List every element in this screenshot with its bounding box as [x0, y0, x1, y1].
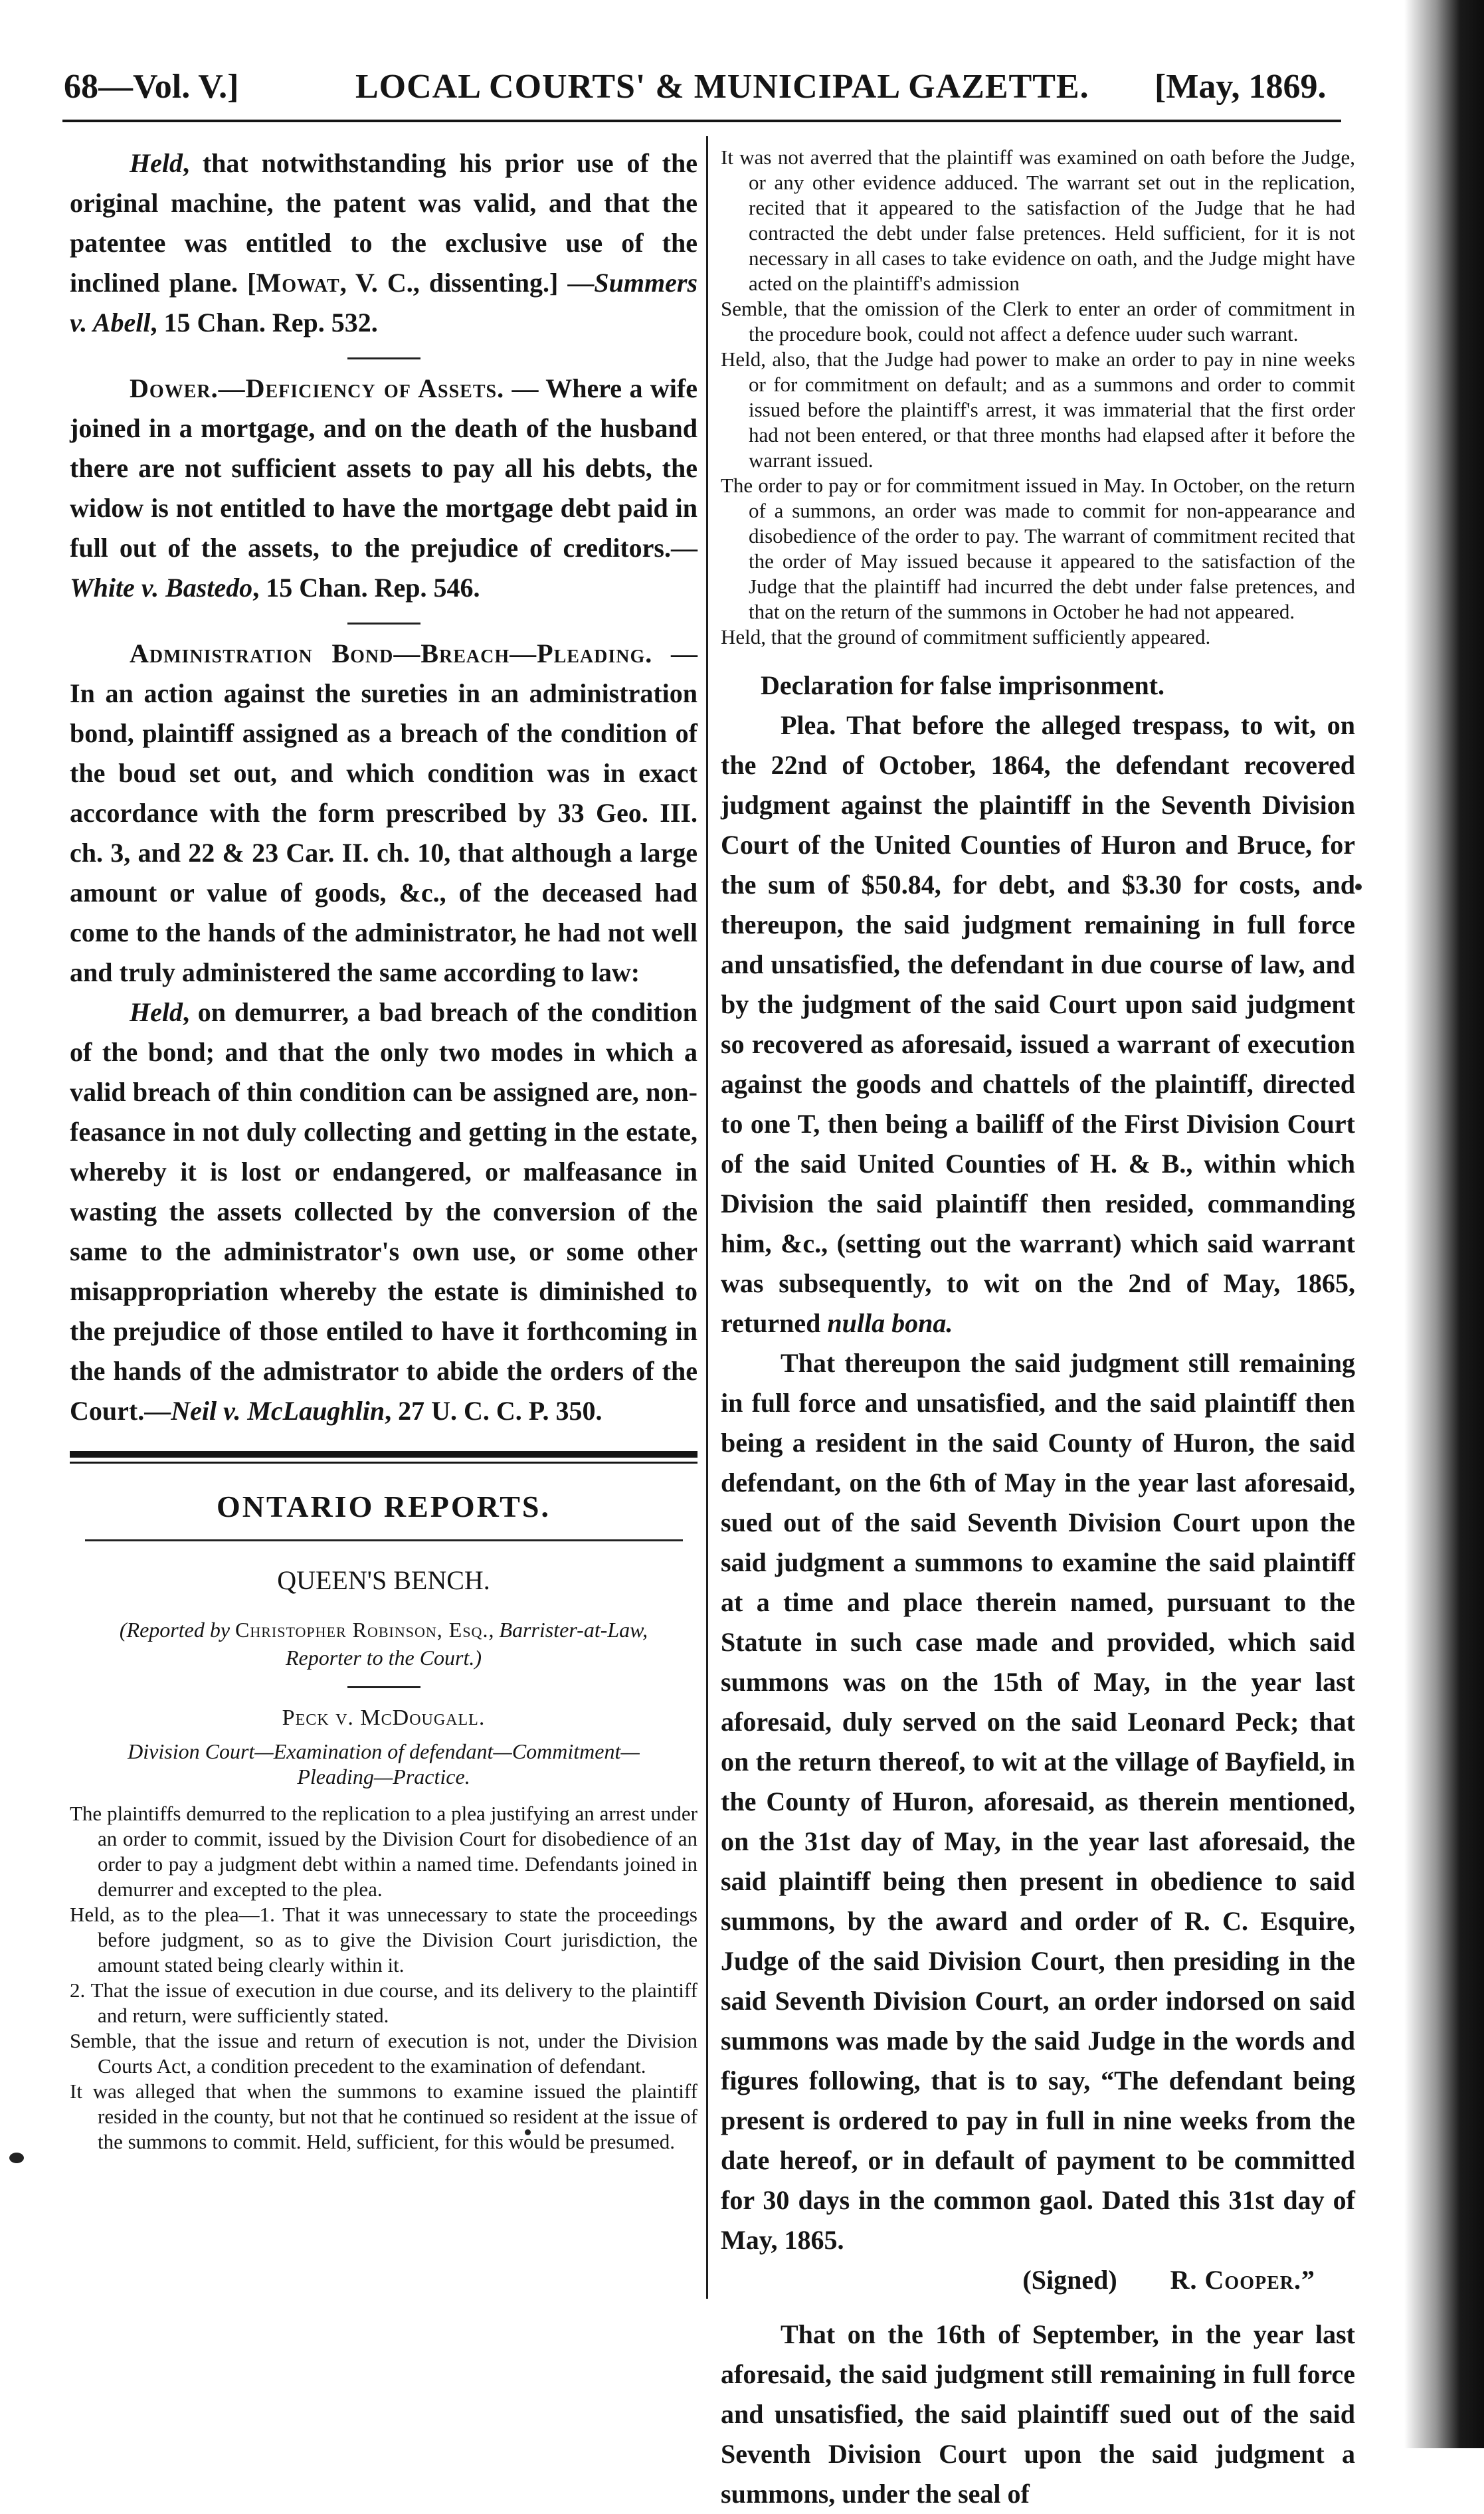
reported-by-open: (Reported by: [119, 1618, 236, 1642]
case-title: Peck v. McDougall.: [282, 1705, 486, 1730]
right-column: [721, 133, 1355, 2514]
admin-text: —In an action against the sureties in an administration bond, plaintiff assigned as a breach of the condition of the boud set out, and which condition was in exact accordance with the form prescribed by 33 Geo. III. ch. 3, and 22 & 23 Car. II. ch. 10, that although a large amount or value of goods, &c., of the deceased had come to the hands of the administrator, he had not well and truly administered the same according to law:: [70, 638, 697, 987]
header-date: [May, 1869.: [1155, 68, 1327, 106]
thin-rule: [70, 1462, 697, 1464]
reported-by: [70, 1616, 697, 1672]
reported-by-rest: , Barrister-at-Law, Reporter to the Court.): [285, 1618, 648, 1670]
section-double-rule: [70, 1451, 697, 1464]
signed-label: (Signed): [1022, 2265, 1117, 2295]
court-title: QUEEN'S BENCH.: [277, 1565, 490, 1595]
case-citation: , 27 U. C. C. P. 350.: [385, 1396, 603, 1426]
summers-paragraph: [70, 144, 697, 343]
plea-text: Plea. That before the alleged trespass, to wit, on the 22nd of October, 1864, the defendant recovered judgment against the plaintiff in the Seventh Division Court of the United Counties of Huron and Bruce, for the sum of $50.84, for debt, and $3.30 for costs, and thereupon, the said judgment remaining in full force and unsatisfied, the defendant in due course of law, and by the judgment of the said Court upon said judgment so recovered as aforesaid, issued a warrant of execution against the goods and chattels of the plaintiff, directed to one T, then being a bailiff of the First Division Court of the said United Counties of H. & B., within which Division the said plaintiff then resided, commanding him, &c., (setting out the warrant) which said warrant was subsequently, to wit on the 2nd of May, 1865, returned: [721, 710, 1355, 1338]
summons-paragraph: That thereupon the said judgment still remaining in full force and unsatisfied, and the said plaintiff then being a resident in the said County of Huron, the said defendant, on the 6th of May in the year last aforesaid, sued out of the said Seventh Division Court upon the said judgment a summons to examine the said plaintiff at a time and place therein named, pursuant to the Statute in such case made and provided, which said summons was on the 15th of May, in the year last aforesaid, duly served on the said Leonard Peck; that on the return thereof, to wit at the village of Bayfield, in the County of Huron, aforesaid, as therein mentioned, on the 31st day of May, in the year last aforesaid, the said plaintiff being then present in obedience to said summons, by the award and order of R. C. Esquire, Judge of the said Division Court, then presiding in the said Seventh Division Court, an order indorsed on said summons was made by the said Judge in the words and figures following, that is to say, “The defendant being present is ordered to pay in full in nine weeks from the date hereof, or in default of payment to be committed for 30 days in the common gaol. Dated this 31st day of May, 1865.: [721, 1348, 1355, 2255]
reporter-name: Christopher Robinson, Esq.: [235, 1618, 489, 1642]
headnote: Held, that the ground of commitment sufficiently appeared.: [721, 625, 1211, 648]
scan-speck: [1355, 884, 1362, 890]
case-citation-names: White v. Bastedo: [70, 573, 253, 603]
header-rule: [62, 120, 1341, 122]
plea-paragraph: [721, 706, 1355, 1343]
held-word: Held: [130, 148, 183, 178]
case-citation: , 15 Chan. Rep. 532.: [150, 308, 378, 338]
column-divider: [706, 136, 708, 2299]
scan-edge-shadow: [1404, 0, 1484, 2448]
headnote: The order to pay or for commitment issued in May. In October, on the return of a summons, an order was made to commit for non-appearance and disobedience of the order to pay. The warrant of commitment recited that the order of May issued because it appeared to the satisfaction of the Judge that the plaintiff had incurred the debt under false pretences, and that on the return of the summons in October he had not appeared.: [721, 474, 1355, 623]
scan-speck: [9, 2153, 24, 2163]
summers-text-2: , V. C., dissenting.] —: [339, 268, 595, 298]
dower-paragraph: [70, 369, 697, 608]
headnotes-left: [70, 1801, 697, 2155]
section-separator: [347, 357, 420, 359]
header-volume: 68—Vol. V.]: [64, 68, 239, 106]
headnote: Held, also, that the Judge had power to make an order to pay in nine weeks or for commitment on default; and as a summons and order to commit issued before the plaintiff's arrest, it was immaterial that the first order had not been entered, or that three months had elapsed after it before the warrant issued.: [721, 347, 1355, 472]
signer-name: R. Cooper.”: [1170, 2265, 1315, 2295]
headnotes-right: [721, 145, 1355, 650]
judge-name: Mowat: [256, 268, 340, 298]
dower-heading: Dower.—Deficiency of Assets.: [130, 373, 505, 403]
held-word: Held: [130, 997, 183, 1027]
thick-rule: [70, 1451, 697, 1458]
case-citation: , 15 Chan. Rep. 546.: [252, 573, 480, 603]
headnote: 2. That the issue of execution in due course, and its delivery to the plaintiff and return, were sufficiently stated.: [70, 1979, 697, 2027]
headnote: It was not averred that the plaintiff was examined on oath before the Judge, or any other evidence adduced. The warrant set out in the replication, recited that it appeared to the satisfaction of the Judge that he had contracted the debt under false pretences. Held sufficient, for it is not necessary in all cases to take evidence on oath, and the Judge might have acted on the plaintiff's admission: [721, 145, 1355, 295]
admin-heading: Administration Bond—Breach—Pleading.: [130, 638, 653, 668]
case-citation-names: Neil v. McLaughlin: [171, 1396, 385, 1426]
september-paragraph: That on the 16th of September, in the year last aforesaid, the said judgment still remaining in full force and unsatisfied, the said plaintiff sued out of the said Seventh Division Court upon the said judgment a summons, under the seal of: [721, 2319, 1355, 2509]
header-title: LOCAL COURTS' & MUNICIPAL GAZETTE.: [355, 68, 1089, 106]
headnote: Semble, that the omission of the Clerk to enter an order of commitment in the procedure book, could not affect a defence uuder such warrant.: [721, 297, 1355, 345]
plea-latin: nulla bona.: [827, 1308, 953, 1338]
title-rule: [85, 1539, 683, 1541]
left-column: [70, 133, 697, 2155]
headnote: The plaintiffs demurred to the replication to a plea justifying an arrest under an order to commit, issued by the Division Court for disobedience of an order to pay a judgment debt within a named time. Defendants joined in demurrer and excepted to the plea.: [70, 1802, 697, 1901]
section-separator: [347, 623, 420, 625]
case-citation-names: Summers v. Abell: [70, 268, 698, 338]
headnote: Semble, that the issue and return of execution is not, under the Division Courts Act, a condition precedent to the examination of defendant.: [70, 2029, 697, 2078]
dower-text: — Where a wife joined in a mortgage, and on the death of the husband there are not sufficient assets to pay all his debts, the widow is not entitled to have the mortgage debt paid in full out of the assets, to the prejudice of creditors.—: [70, 373, 697, 563]
admin-paragraph: [70, 634, 697, 993]
signature-line: [721, 2260, 1355, 2300]
section-separator: [347, 1686, 420, 1688]
headnote: Held, as to the plea—1. That it was unnecessary to state the proceedings before judgment, so as to give the Division Court jurisdiction, the amount stated being clearly within it.: [70, 1903, 697, 1977]
summers-text: , that notwithstanding his prior use of the original machine, the patent was valid, and that the patentee was entitled to the exclusive use of the inclined plane. [: [70, 148, 697, 298]
admin-held-paragraph: [70, 993, 697, 1431]
case-subject: Division Court—Examination of defendant—Commitment—Pleading—Practice.: [128, 1739, 640, 1789]
headnote: It was alleged that when the summons to examine issued the plaintiff resided in the county, but not that he continued so resident at the issue of the summons to commit. Held, sufficient, for this would be presumed.: [70, 2079, 697, 2153]
reports-title: ONTARIO REPORTS.: [216, 1490, 551, 1523]
declaration-line: Declaration for false imprisonment.: [761, 670, 1165, 700]
admin-held-text: , on demurrer, a bad breach of the condition of the bond; and that the only two modes in which a valid breach of thin condition can be assigned are, non-feasance in not duly collecting and getting in the estate, whereby it is lost or endangered, or malfeasance in wasting the assets collected by the conversion of the same to the administrator's own use, or some other misappropriation whereby the estate is diminished to the prejudice of those entiled to have it forthcoming in the hands of the admistrator to abide the orders of the Court.—: [70, 997, 697, 1426]
